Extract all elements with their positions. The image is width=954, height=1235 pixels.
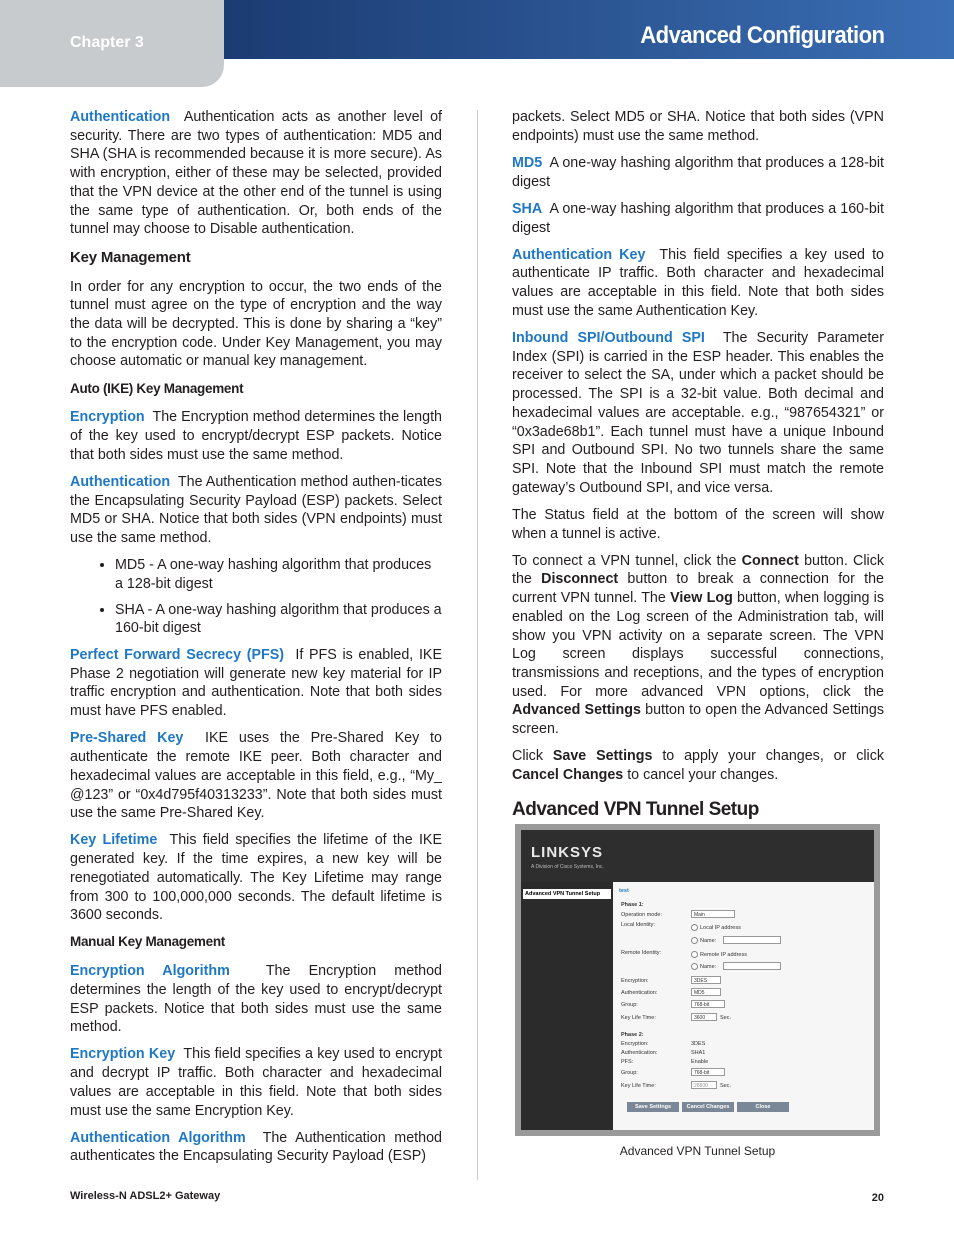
key-lifetime2-field: 28800: [691, 1081, 717, 1089]
list-item: • SHA - A one-way hashing algorithm that produces a 160-bit digest: [115, 601, 442, 638]
bold-term: Save Settings: [552, 748, 653, 765]
linksys-logo: LINKSYS: [531, 844, 604, 861]
key-lifetime2-label: Key Life Time:: [621, 1083, 656, 1089]
bold-term: Connect: [741, 552, 799, 569]
encryption2-label: Encryption:: [621, 1041, 649, 1047]
paragraph: Encryption Algorithm The Encryption method determines the length of the key used to encrypt/decrypt ESP packets. Notice that both sides must use the same method.: [70, 963, 442, 1036]
phase2-label: Phase 2:: [621, 1032, 644, 1038]
paragraph: Perfect Forward Secrecy (PFS) If PFS is enabled, IKE Phase 2 negotiation will generate new key material for IP traffic encryption and authentication. Note that both sides must have PFS enabled.: [70, 647, 442, 720]
paragraph: Inbound SPI/Outbound SPI The Security Parameter Index (SPI) is carried in the ESP header. This enables the receiver to select the SA, under which a packet should be processed. The SPI is a 32-bit value. Both decimal and hexadecimal values are acceptable. e.g., “987654321” or “0x3ade68b1”. Each tunnel must have a unique Inbound SPI and Outbound SPI. No two tunnels share the same SPI. Note that the Inbound SPI must match the remote gateway’s Outbound SPI, and vice versa.: [512, 330, 885, 496]
term: Authentication: [70, 473, 171, 490]
term: Encryption Algorithm: [70, 963, 230, 980]
bold-term: Cancel Changes: [512, 767, 624, 783]
group-select: 768-bit: [691, 1000, 725, 1008]
authentication-label: Authentication:: [621, 990, 658, 996]
screenshot-sidebar: [521, 882, 613, 1130]
paragraph: Encryption The Encryption method determines the length of the key used to encrypt/decrypt ESP packets. Notice that both sides must use the same method.: [70, 409, 442, 463]
encryption-select: 3DES: [691, 976, 721, 984]
subsection-heading: Auto (IKE) Key Management: [70, 380, 244, 396]
subsection-heading: Manual Key Management: [70, 934, 225, 950]
header-bar: [224, 0, 954, 59]
paragraph: packets. Select MD5 or SHA. Notice that both sides (VPN endpoints) must use the same method.: [512, 109, 884, 144]
chapter-label: Chapter 3: [70, 34, 144, 51]
term: Encryption: [70, 409, 145, 426]
column-divider: [477, 110, 478, 1180]
paragraph: In order for any encryption to occur, the two ends of the tunnel must agree on the type of encryption and the way the data will be decrypted. This is done by sharing a “key” to the encryption code. Under Key Management, you may choose automatic or manual key management.: [70, 278, 442, 370]
paragraph: To connect a VPN tunnel, click the Connect button. Click the Disconnect button to break a connection for the current VPN tunnel. The View Log button, when logging is enabled on the Log screen of the Administration tab, will show you VPN activity on a separate screen. The VPN Log screen displays successful connections, transmissions and receptions, and the types of encryption used. For more advanced VPN options, click the Advanced Settings button to open the Advanced Settings screen.: [512, 552, 884, 738]
group2-label: Group:: [621, 1070, 638, 1076]
paragraph: Authentication The Authentication method authen-ticates the Encapsulating Security Payload (ESP) packets. Select MD5 or SHA. Notice that both sides (VPN endpoints) must use the same method.: [70, 473, 443, 547]
list-item: • MD5 - A one-way hashing algorithm that produces a 128-bit digest: [115, 556, 442, 593]
radio-icon: [691, 951, 698, 958]
paragraph: Key Lifetime This field specifies the lifetime of the IKE generated key. If the time expires, a new key will be renegotiated automatically. The Key Lifetime may range from 300 to 100,000,000 seconds. The default lifetime is 3600 seconds.: [70, 832, 443, 924]
paragraph: MD5 A one-way hashing algorithm that produces a 128-bit digest: [512, 154, 884, 190]
authentication2-value: SHA1: [691, 1050, 706, 1056]
radio-icon: [691, 937, 698, 944]
authentication2-label: Authentication:: [621, 1050, 658, 1056]
local-id-label: Local Identity:: [621, 922, 655, 928]
term: MD5: [512, 154, 543, 171]
logo-subtitle: A Division of Cisco Systems, Inc.: [531, 864, 604, 870]
key-lifetime-field: 3600: [691, 1013, 717, 1021]
term: Pre-Shared Key: [70, 730, 184, 747]
bullet-list: [70, 556, 442, 638]
term: SHA: [512, 200, 543, 217]
remote-name-option: Name:: [691, 963, 716, 970]
encryption-label: Encryption:: [621, 978, 649, 984]
cancel-changes-button: Cancel Changes: [682, 1102, 734, 1112]
seconds-label: Sec.: [720, 1015, 732, 1021]
term: Authentication: [70, 109, 171, 125]
seconds-label: Sec.: [720, 1083, 732, 1089]
paragraph: Authentication Algorithm The Authentication method authenticates the Encapsulating Security Payload (ESP): [70, 1129, 442, 1165]
paragraph: The Status field at the bottom of the screen will show when a tunnel is active.: [512, 506, 884, 542]
remote-id-label: Remote Identity:: [621, 950, 662, 956]
paragraph: Authentication Key This field specifies a key used to authenticate IP traffic. Both character and hexadecimal values are acceptable in this field. Note that both sides must use the same Authentication Key.: [512, 246, 884, 319]
save-settings-button: Save Settings: [627, 1102, 679, 1112]
bold-term: Advanced Settings: [512, 702, 641, 719]
left-column: [70, 108, 442, 1175]
term: Inbound SPI/Outbound SPI: [512, 330, 705, 347]
radio-icon: [691, 924, 698, 931]
paragraph: SHA A one-way hashing algorithm that produces a 160-bit digest: [512, 200, 884, 236]
local-name-option: Name:: [691, 937, 716, 944]
phase1-label: Phase 1:: [621, 902, 644, 908]
term: Authentication Algorithm: [70, 1129, 246, 1146]
screenshot-banner: [521, 830, 874, 882]
term: Encryption Key: [70, 1046, 176, 1063]
group2-select: 768-bit: [691, 1068, 725, 1076]
bold-term: Disconnect: [541, 571, 619, 588]
section-heading: Key Management: [70, 248, 191, 266]
section-heading: Advanced VPN Tunnel Setup: [512, 798, 759, 820]
screenshot-form: [619, 888, 870, 1126]
paragraph: Encryption Key This field specifies a key used to encrypt and decrypt IP traffic. Both character and hexadecimal values are acceptable in this field. Note that both sides must use the same Encryption Key.: [70, 1046, 443, 1119]
encryption2-value: 3DES: [691, 1041, 706, 1047]
tunnel-name: test: [619, 888, 629, 894]
remote-name-field: [723, 962, 781, 970]
key-lifetime-label: Key Life Time:: [621, 1015, 656, 1021]
paragraph: Pre-Shared Key IKE uses the Pre-Shared Key to authenticate the remote IKE peer. Both character and hexadecimal values are acceptable in this field, e.g., “My_ @123” or “0x4d795f40313233”. Note that both sides must use the same Pre-Shared Key.: [70, 730, 442, 822]
close-button: Close: [737, 1102, 789, 1112]
local-name-field: [723, 936, 781, 944]
right-column: [512, 108, 884, 831]
term: Key Lifetime: [70, 832, 158, 849]
paragraph: Authentication Authentication acts as another level of security. There are two types of authentication: MD5 and SHA (SHA is recommended because it is more secure). As with encryption, either of these may be selected, provided that the VPN device at the other end of the tunnel is using the same type of authentication. Or, both ends of the tunnel may choose to Disable authentication.: [70, 109, 443, 238]
paragraph: Click Save Settings to apply your changes, or click Cancel Changes to cancel your changes.: [512, 748, 884, 783]
remote-ip-option: Remote IP address: [691, 951, 747, 958]
op-mode-label: Operation mode:: [621, 912, 662, 918]
screenshot-window: [521, 830, 874, 1130]
group-label: Group:: [621, 1002, 638, 1008]
term: Authentication Key: [512, 246, 646, 263]
vpn-setup-screenshot: [515, 824, 880, 1136]
figure-caption: Advanced VPN Tunnel Setup: [619, 1144, 776, 1158]
page-number: 20: [871, 1192, 884, 1204]
chapter-tab: [0, 0, 224, 87]
radio-icon: [691, 963, 698, 970]
authentication-select: MD5: [691, 988, 721, 996]
footer-product: Wireless-N ADSL2+ Gateway: [70, 1190, 221, 1202]
sidebar-item-advanced-vpn: Advanced VPN Tunnel Setup: [523, 889, 611, 899]
page-title: Advanced Configuration: [639, 22, 884, 49]
pfs-label: PFS:: [621, 1059, 634, 1065]
op-mode-select: Main: [691, 910, 735, 918]
pfs-value: Enable: [691, 1059, 709, 1065]
bold-term: View Log: [670, 590, 733, 607]
term: Perfect Forward Secrecy (PFS): [70, 647, 285, 664]
local-ip-option: Local IP address: [691, 924, 741, 931]
